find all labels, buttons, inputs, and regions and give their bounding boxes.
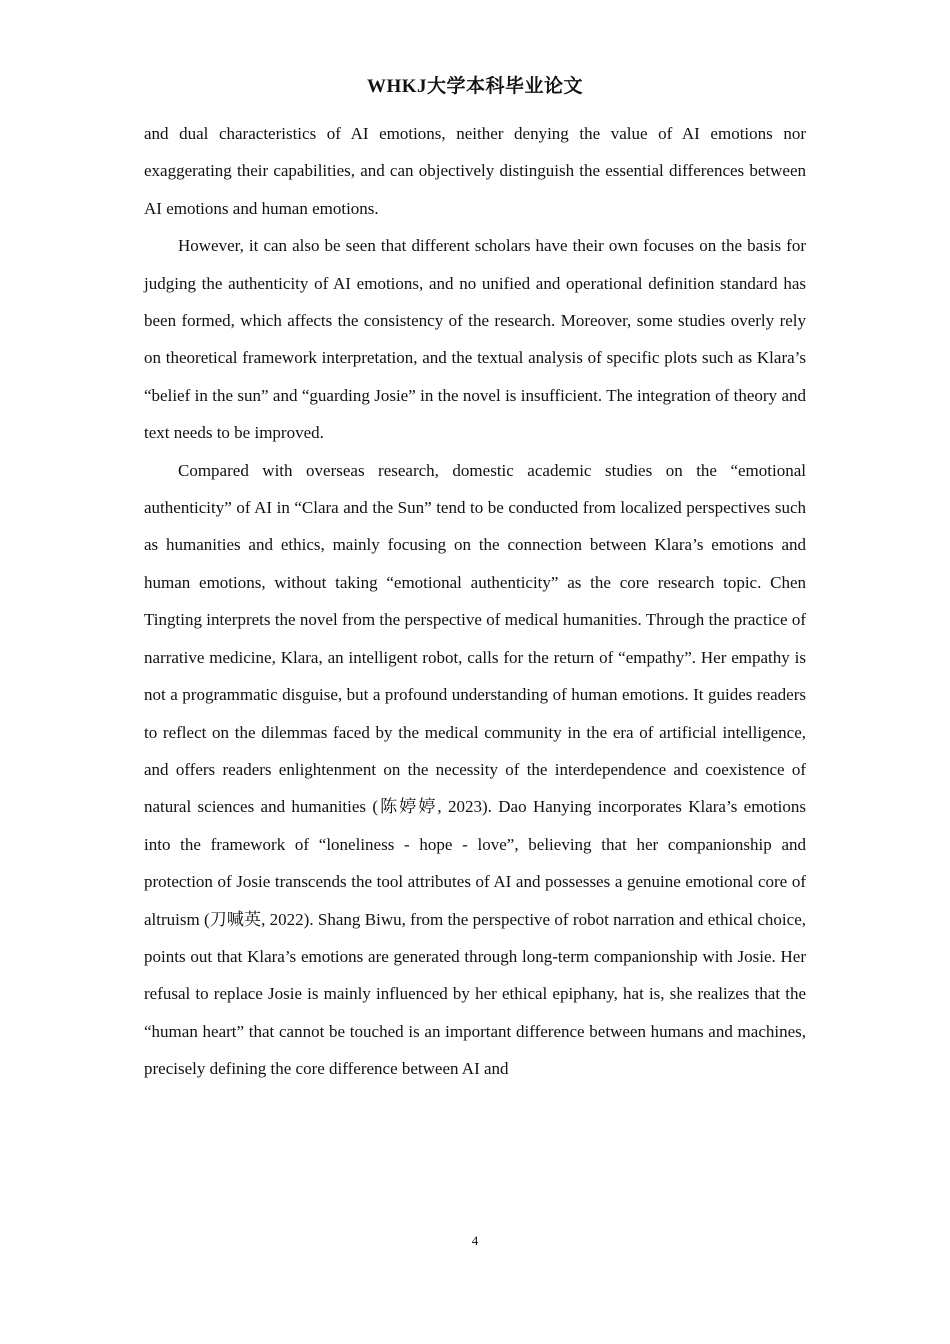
paragraph-limitations: However, it can also be seen that different scholars have their own focuses on the basis for judging the authenticity of AI emotions, and no unified and operational definition standard has been formed, which affects the consistency of the research. Moreover, some studies overly rely on theoretical framework interpretation, and the textual analysis of specific plots such as Klara’s “belief in the sun” and “guarding Josie” in the novel is insufficient. The integration of theory and text needs to be improved. bbox=[144, 236, 806, 443]
paragraph-continuation: and dual characteristics of AI emotions, neither denying the value of AI emotions nor exaggerating their capabilities, and can objectively distinguish the essential differences between AI emotions and human emotions. bbox=[144, 124, 806, 218]
paragraph-domestic-research: Compared with overseas research, domestic academic studies on the “emotional authenticity” of AI in “Clara and the Sun” tend to be conducted from localized perspectives such as humanities and ethics, mainly focusing on the connection between Klara’s emotions and human emotions, without taking “emotional authenticity” as the core research topic. Chen Tingting interprets the novel from the perspective of medical humanities. Through the practice of narrative medicine, Klara, an intelligent robot, calls for the return of “empathy”. Her empathy is not a programmatic disguise, but a profound understanding of human emotions. It guides readers to reflect on the dilemmas faced by the medical community in the era of artificial intelligence, and offers readers enlightenment on the necessity of the interdependence and coexistence of natural sciences and humanities (陈婷婷, 2023). Dao Hanying incorporates Klara’s emotions into the framework of “loneliness - hope - love”, believing that her companionship and protection of Josie transcends the tool attributes of AI and possesses a genuine emotional core of altruism (刀喊英, 2022). Shang Biwu, from the perspective of robot narration and ethical choice, points out that Klara’s emotions are generated through long-term companionship with Josie. Her refusal to replace Josie is mainly influenced by her ethical epiphany, hat is, she realizes that the “human heart” that cannot be touched is an important difference between humans and machines, precisely defining the core difference between AI and bbox=[144, 460, 806, 1079]
page-header: WHKJ大学本科毕业论文 bbox=[366, 76, 584, 97]
page-number: 4 bbox=[471, 1233, 479, 1248]
body-text bbox=[144, 115, 806, 1088]
